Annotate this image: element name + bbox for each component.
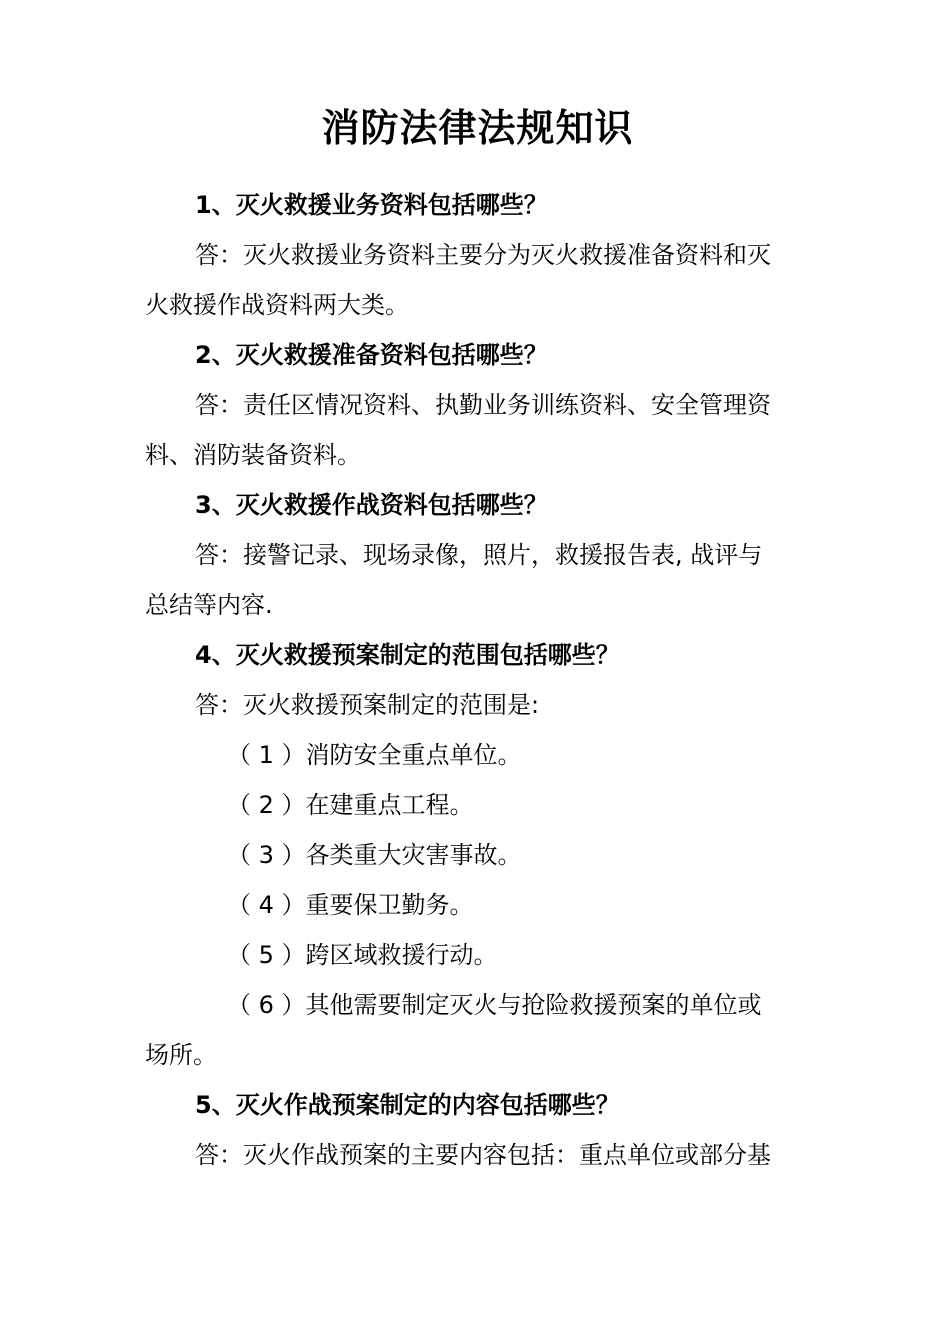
document-body — [145, 180, 810, 1180]
question-5: 5、灭火作战预案制定的内容包括哪些？ — [195, 1091, 620, 1119]
answer-4-item-6: （ 6 ）其他需要制定灭火与抢险救援预案的单位或 — [227, 991, 762, 1019]
answer-4-item-2: （ 2 ）在建重点工程。 — [227, 791, 474, 819]
question-1: 1、灭火救援业务资料包括哪些？ — [195, 191, 548, 219]
question-4: 4、灭火救援预案制定的范围包括哪些？ — [195, 641, 620, 669]
answer-4: 答：灭火救援预案制定的范围是: — [195, 691, 540, 719]
answer-1-continued: 火救援作战资料两大类。 — [145, 291, 409, 319]
answer-4-item-3: （ 3 ）各类重大灾害事故。 — [227, 841, 522, 869]
answer-5: 答：灭火作战预案的主要内容包括：重点单位或部分基 — [195, 1141, 771, 1169]
answer-3-continued: 总结等内容. — [145, 591, 273, 619]
document-title: 消防法律法规知识 — [321, 106, 634, 150]
answer-4-item-6-continued: 场所。 — [145, 1041, 217, 1069]
question-2: 2、灭火救援准备资料包括哪些？ — [195, 341, 548, 369]
answer-2: 答：责任区情况资料、执勤业务训练资料、安全管理资 — [195, 391, 771, 419]
answer-4-item-1: （ 1 ）消防安全重点单位。 — [227, 741, 522, 769]
answer-1: 答：灭火救援业务资料主要分为灭火救援准备资料和灭 — [195, 241, 771, 269]
answer-4-item-5: （ 5 ）跨区域救援行动。 — [227, 941, 498, 969]
answer-2-continued: 料、消防装备资料。 — [145, 441, 361, 469]
question-3: 3、灭火救援作战资料包括哪些？ — [195, 491, 548, 519]
answer-3: 答：接警记录、现场录像，照片，救援报告表, 战评与 — [195, 541, 763, 569]
answer-4-item-4: （ 4 ）重要保卫勤务。 — [227, 891, 474, 919]
